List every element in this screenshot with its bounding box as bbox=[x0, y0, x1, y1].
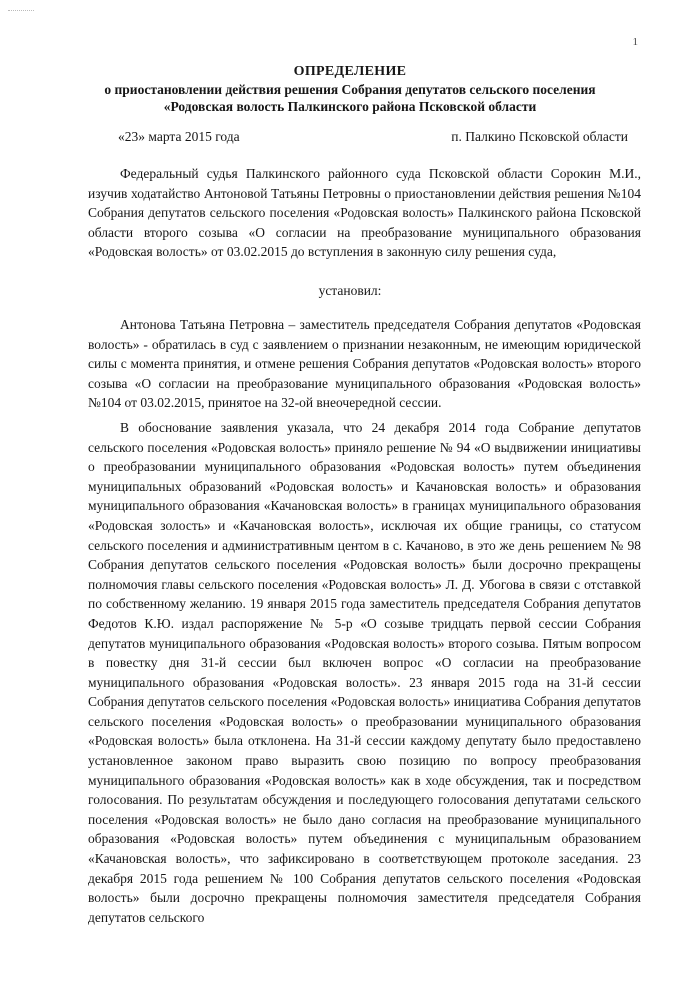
dateline bbox=[118, 129, 628, 145]
intro-block bbox=[88, 164, 641, 262]
ustanovil-heading: установил: bbox=[318, 283, 382, 298]
document-title: ОПРЕДЕЛЕНИЕ bbox=[293, 64, 407, 79]
main-body bbox=[88, 315, 641, 932]
document-place: п. Палкино Псковской области bbox=[451, 129, 628, 144]
document-date: «23» марта 2015 года bbox=[118, 129, 240, 144]
page-number: 1 bbox=[632, 36, 638, 48]
document-title-block bbox=[0, 64, 700, 115]
document-subtitle-line2: «Родовская волость Палкинского района Псковской области bbox=[163, 99, 537, 114]
body-paragraph-2: В обоснование заявления указала, что 24 декабря 2014 года Собрание депутатов сельского поселения «Родовская волость» приняло решение № 94 «О выдвижении инициативы о преобразовании муниципального образования «Родовская волость» путем объединения муниципальных образований «Родовская волость» и Качановская волость» и образования муниципального образования «Качановская волость» в границах муниципального образования «Родовская золость» и «Качановская волость», исключая их общие границы, со статусом сельского поселения и административным центом в с. Качаново, в это же день решением № 98 Собрания депутатов сельского поселения «Родовская волость» были досрочно прекращены полномочия главы сельского поселения «Родовская волость» Л. Д. Убогова в связи с отставкой по собственному желанию. 19 января 2015 года заместитель председателя Собрания депутатов Федотов К.Ю. издал распоряжение № 5-р «О созыве тридцать первой сессии Собрания депутатов муниципального образования «Родовская волость» второго созыва. Пятым вопросом в повестку дня 31-й сессии был включен вопрос «О согласии на преобразование муниципального образования «Родовская волость». 23 января 2015 года на 31-й сессии Собрания депутатов сельского поселения «Родовская волость» инициатива Собрания депутатов сельского поселения «Родовская волость» о преобразовании муниципального образования «Родовская волость» была отклонена. На 31-й сессии каждому депутату было предоставлено установленное законом право выразить свою позицию по вопросу преобразования муниципального образования «Родовская волость» как в ходе обсуждения, так и посредством голосования. По результатам обсуждения и последующего голосования депутатами сельского поселения «Родовская волость» не было дано согласия на преобразование муниципального образования «Родовская волость» путем объединения с муниципальным образованием «Качановская волость», что зафиксировано в соответствующем протоколе заседания. 23 декабря 2015 года решением № 100 Собрания депутатов сельского поселения «Родовская волость» были досрочно прекращены полномочия заместителя председателя Собрания депутатов сельского bbox=[88, 419, 641, 925]
scan-artifact bbox=[8, 10, 34, 25]
body-paragraph-1: Антонова Татьяна Петровна – заместитель председателя Собрания депутатов «Родовская волость» - обратилась в суд с заявлением о признании незаконным, не имеющим юридической силы с момента принятия, и отмене решения Собрания депутатов «Родовская волость» второго созыва «О согласии на преобразование муниципального образования «Родовская волость» №104 от 03.02.2015, принятое на 32-ой внеочередной сессии. bbox=[88, 317, 641, 411]
intro-paragraph: Федеральный судья Палкинского районного суда Псковской области Сорокин М.И., изучив ходатайство Антоновой Татьяны Петровны о приостановлении действия решения №104 Собрания депутатов сельского поселения «Родовская волость» Палкинского района Псковской области второго созыва «О согласии на преобразование муниципального образования «Родовская волость» от 03.02.2015 до вступления в законную силу решения суда, bbox=[88, 166, 641, 260]
document-subtitle-line1: о приостановлении действия решения Собрания депутатов сельского поселения bbox=[104, 82, 596, 97]
